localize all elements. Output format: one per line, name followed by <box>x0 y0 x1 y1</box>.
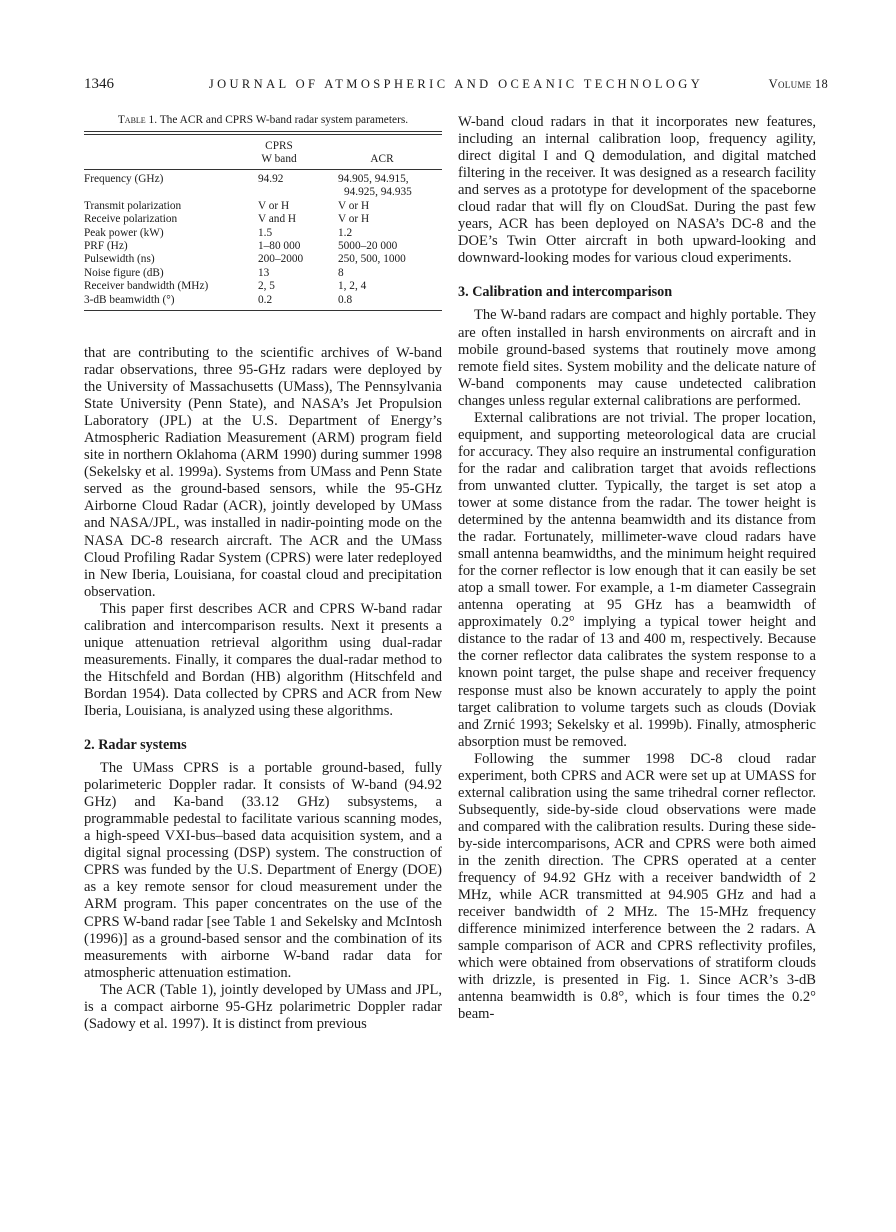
row-param: Frequency (GHz) <box>84 173 164 185</box>
table-caption <box>84 114 442 126</box>
row-cprs: 1.5 <box>258 226 273 239</box>
table-bottom-rule <box>84 310 442 311</box>
row-cprs: 1–80 000 <box>258 239 301 252</box>
table-header <box>84 135 442 169</box>
row-param: Peak power (kW) <box>84 226 164 239</box>
row-param: Noise figure (dB) <box>84 266 164 279</box>
row-param: Receive polarization <box>84 213 178 226</box>
page-number: 1346 <box>84 76 114 92</box>
table-caption-text: The ACR and CPRS W-band radar system parameters. <box>157 114 409 126</box>
paragraph: Following the summer 1998 DC-8 cloud radar experiment, both CPRS and ACR were set up at UMASS for external calibration using the same trihedral corner reflector. Subsequently, side-by-side cloud observations were made and compared with the calibration results. During these side-by-side intercomparisons, ACR and CPRS were both aimed in the zenith direction. The CPRS operated at a center frequency of 94.92 GHz with a receiver bandwidth of 2 MHz, while ACR transmitted at 94.905 GHz and had a receiver bandwidth of 2 MHz. The 15-MHz frequency difference minimized interference between the 2 radars. A sample comparison of ACR and CPRS reflectivity profiles, which were obtained from observations of stratiform clouds with drizzle, is presented in Fig. 1. Since ACR’s 3-dB antenna beamwidth is 0.8°, which is four times the 0.2° beam- <box>458 750 816 1023</box>
paragraph: The UMass CPRS is a portable ground-based, fully polarimeteric Doppler radar. It consists of W-band (94.92 GHz) and Ka-band (33.12 GHz) subsystems, a programmable pedestal to facilitate various scanning modes, a high-speed VXI-bus–based data acquisition system, and a digital signal processing (DSP) system. The construction of CPRS was funded by the U.S. Department of Energy (DOE) as a key remote sensor for cloud measurement under the ARM program. This paper concentrates on the use of the CPRS W-band radar [see Table 1 and Sekelsky and McIntosh (1996)] as a ground-based sensor and the combination of its measurements with airborne W-band radar data for atmospheric attenuation estimation. <box>84 760 442 981</box>
paragraph: External calibrations are not trivial. The proper location, equipment, and supporting meteorological data are crucial for accuracy. They also require an instrumental configuration for the radar and calibration target that avoids reflections from unwanted clutter. Typically, the target is set atop a tower at some distance from the radar. The tower height is determined by the antenna beamwidth and its distance from the radar. Fortunately, millimeter-wave cloud radars have small antenna beamwidths, and the minimum height required for the corner reflector is low enough that it can easily be set atop a small tower. For example, a 1-m diameter Cassegrain antenna operating at 95 GHz has a beamwidth of approximately 0.2° implying a typical tower height and distance to the radar of 13 and 400 m, respectively. Because the corner reflector data calibrates the system response to a known point target, the pulse shape and receiver frequency response must also be known accurately to apply the point target calibration to volume targets such as clouds (Doviak and Zrnić 1993; Sekelsky et al. 1999b). Finally, atmospheric absorption must be removed. <box>458 409 816 750</box>
running-header <box>84 76 828 96</box>
table-row <box>84 294 442 307</box>
table-row <box>84 227 442 240</box>
row-cprs: 0.2 <box>258 293 273 306</box>
row-acr: 1, 2, 4 <box>338 280 367 293</box>
row-acr: V or H <box>338 213 370 226</box>
row-cprs: V or H <box>258 199 290 212</box>
paragraph: W-band cloud radars in that it incorporates new features, including an internal calibration loop, frequency agility, direct digital I and Q demodulation, and digital matched filtering in the receiver. It was designed as a research facility and serves as a prototype for development of the spaceborne cloud radar that will fly on CloudSat. During the past few years, ACR has been deployed on NASA’s DC-8 and the DOE’s Twin Otter aircraft in both upward-looking and downward-looking modes for various cloud experiments. <box>458 114 816 267</box>
column-header-cprs-line2: W band <box>261 153 297 166</box>
row-param: PRF (Hz) <box>84 239 128 252</box>
row-acr: V or H <box>338 199 370 212</box>
right-column <box>458 114 816 1023</box>
row-cprs: 200–2000 <box>258 253 304 266</box>
row-cprs: 94.92 <box>258 173 284 185</box>
table-row <box>84 213 442 226</box>
table-row <box>84 253 442 266</box>
journal-title: JOURNAL OF ATMOSPHERIC AND OCEANIC TECHNOLOGY <box>208 77 704 91</box>
row-cprs: V and H <box>258 213 297 226</box>
paragraph: The W-band radars are compact and highly portable. They are often installed in harsh environments on aircraft and in mobile ground-based systems that routinely move among remote field sites. System mobility and the delicate nature of W-band components may cause undetected calibration changes unless regular external calibrations are performed. <box>458 307 816 409</box>
paragraph: This paper first describes ACR and CPRS W-band radar calibration and intercomparison results. Next it presents a unique attenuation retrieval algorithm using dual-radar measurements. Finally, it compares the dual-radar method to the Hitschfeld and Bordan (HB) algorithm (Hitschfeld and Bordan 1954). Data collected by CPRS and ACR from New Iberia, Louisiana, is analyzed using these algorithms. <box>84 600 442 719</box>
section-heading-calibration: 3. Calibration and intercomparison <box>458 284 673 301</box>
volume-label: Volume 18 <box>768 77 828 91</box>
column-header-acr: ACR <box>370 153 394 165</box>
table-row <box>84 173 442 200</box>
table-row <box>84 240 442 253</box>
row-param: Transmit polarization <box>84 199 182 212</box>
row-acr: 1.2 <box>338 226 353 239</box>
column-header-cprs-line1: CPRS <box>265 140 293 152</box>
row-acr: 250, 500, 1000 <box>338 253 406 266</box>
paragraph: The ACR (Table 1), jointly developed by UMass and JPL, is a compact airborne 95-GHz polarimetric Doppler radar (Sadowy et al. 1997). It is distinct from previous <box>84 981 442 1032</box>
row-param: Receiver bandwidth (MHz) <box>84 280 209 293</box>
left-column <box>84 345 442 1033</box>
row-cprs: 2, 5 <box>258 280 275 293</box>
paragraph: that are contributing to the scientific archives of W-band radar observations, three 95-GHz radars were deployed by the University of Massachusetts (UMass), The Pennsylvania State University (Penn State), and NASA’s Jet Propulsion Laboratory (JPL) at the U.S. Department of Energy’s Atmospheric Radiation Measurement (ARM) program field site in northern Oklahoma (ARM 1990) during summer 1998 (Sekelsky et al. 1999a). Systems from UMass and Penn State served as the ground-based sensors, while the 95-GHz Airborne Cloud Radar (ACR), jointly developed by UMass and NASA/JPL, was installed in nadir-pointing mode on the NASA DC-8 research aircraft. The ACR and the UMass Cloud Profiling Radar System (CPRS) were later redeployed in New Iberia, Louisiana, for coastal cloud and precipitation observation. <box>84 345 442 600</box>
table-row <box>84 267 442 280</box>
row-acr: 0.8 <box>338 293 353 306</box>
row-acr: 5000–20 000 <box>338 239 398 252</box>
row-acr-continued: 94.925, 94.935 <box>344 186 412 199</box>
row-acr: 94.905, 94.915, <box>338 173 409 185</box>
row-cprs: 13 <box>258 266 270 279</box>
table-caption-label: Table 1. <box>117 114 158 126</box>
table-row <box>84 200 442 213</box>
table-row <box>84 280 442 293</box>
column-header-cprs <box>244 140 314 167</box>
row-param: 3-dB beamwidth (°) <box>84 293 175 306</box>
parameters-table <box>84 131 442 311</box>
row-acr: 8 <box>338 266 344 279</box>
row-param: Pulsewidth (ns) <box>84 253 155 266</box>
section-heading-radar-systems: 2. Radar systems <box>84 737 187 754</box>
